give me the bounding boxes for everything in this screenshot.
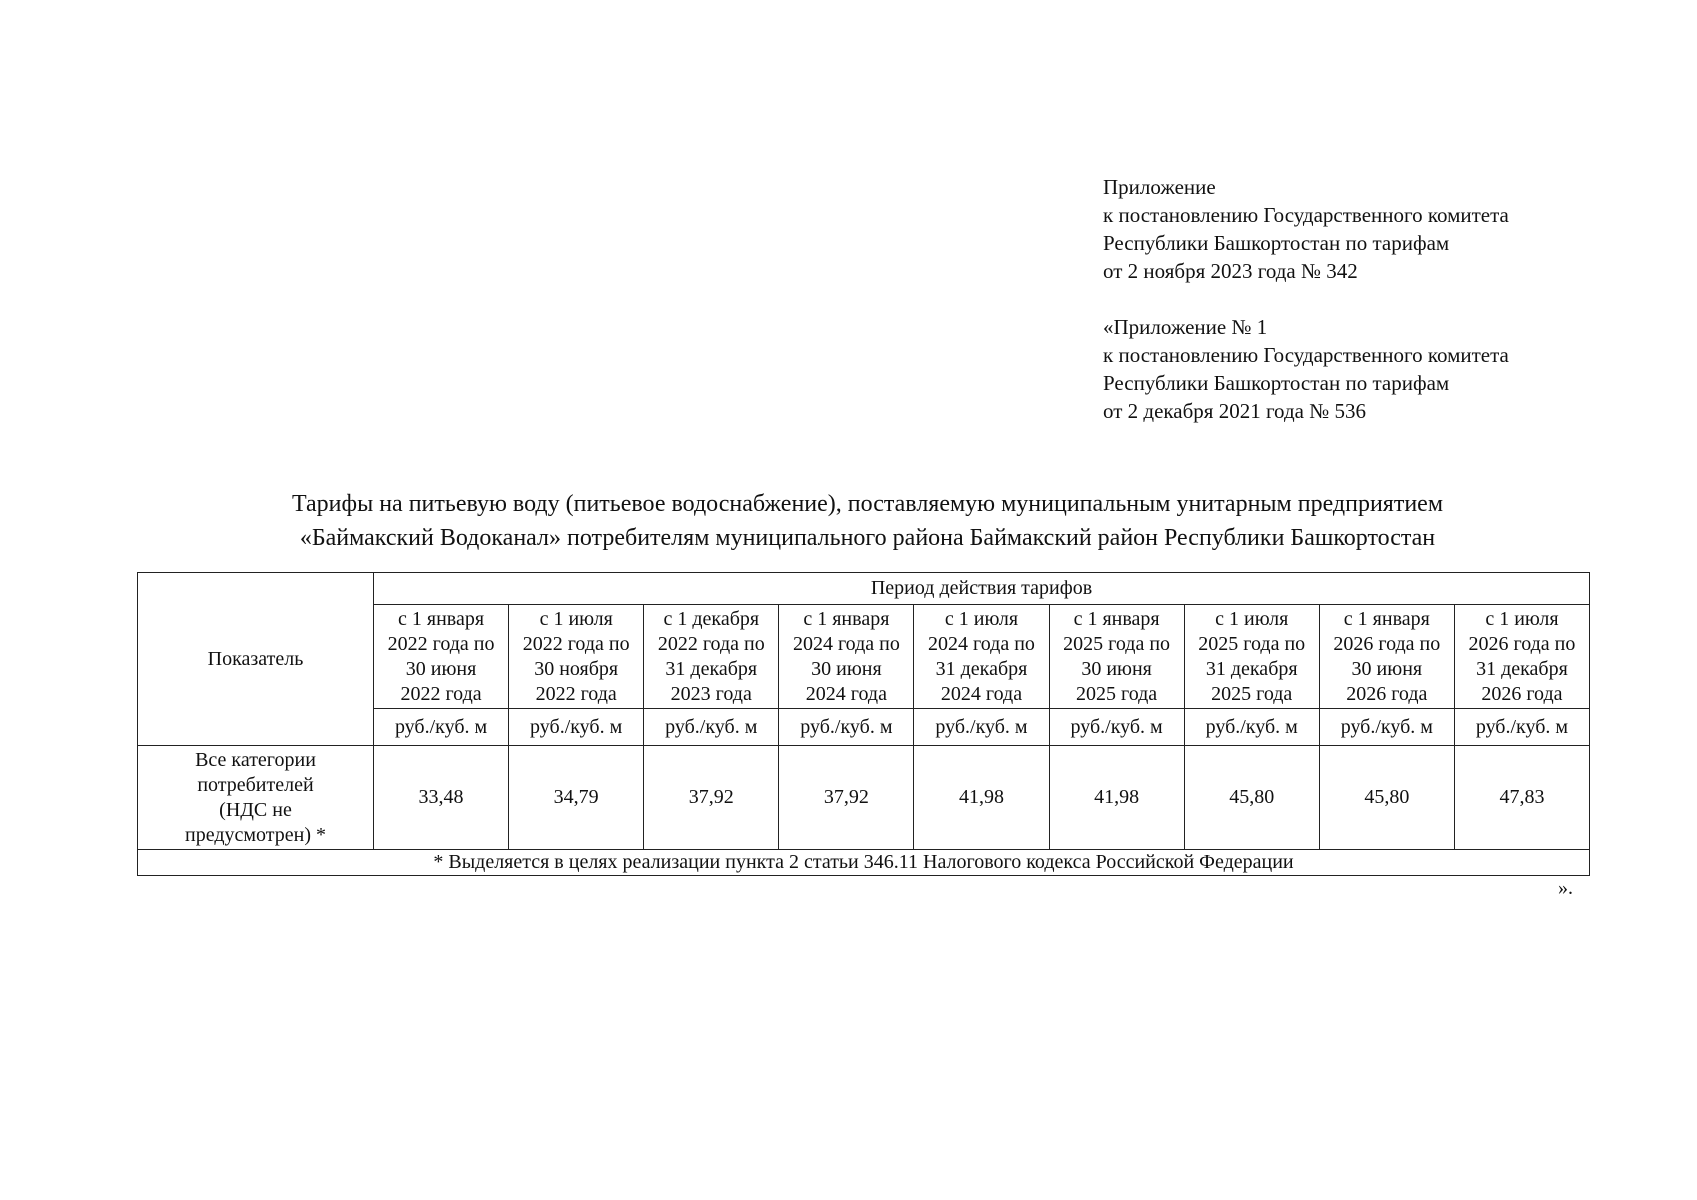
appendix-line: к постановлению Государственного комитета [1103, 203, 1509, 227]
closing-quote: ». [1558, 877, 1573, 899]
period-column-header: с 1 января 2022 года по 30 июня 2022 года [374, 605, 509, 709]
period-column-header: с 1 января 2024 года по 30 июня 2024 года [779, 605, 914, 709]
tariff-value: 47,83 [1454, 746, 1589, 850]
unit-cell: руб./куб. м [644, 709, 779, 746]
tariff-value: 37,92 [644, 746, 779, 850]
title-line-1: Тарифы на питьевую воду (питьевое водоснабжение), поставляемую муниципальным унитарным предприятием [291, 491, 1444, 517]
period-header: Период действия тарифов [374, 573, 1590, 605]
unit-cell: руб./куб. м [779, 709, 914, 746]
period-column-header: с 1 января 2025 года по 30 июня 2025 года [1049, 605, 1184, 709]
tariff-value: 33,48 [374, 746, 509, 850]
header-row [138, 573, 1590, 605]
period-column-header: с 1 июля 2024 года по 31 декабря 2024 года [914, 605, 1049, 709]
tariff-table [137, 572, 1590, 876]
quoted-appendix-line: «Приложение № 1 [1103, 315, 1268, 339]
unit-cell: руб./куб. м [1454, 709, 1589, 746]
unit-cell: руб./куб. м [1319, 709, 1454, 746]
quoted-appendix-line: Республики Башкортостан по тарифам [1103, 371, 1450, 395]
period-column-header: с 1 января 2026 года по 30 июня 2026 года [1319, 605, 1454, 709]
appendix-gap [1103, 285, 1509, 313]
title-line-2: «Баймакский Водоканал» потребителям муниципального района Баймакский район Республики Башкортостан [299, 525, 1436, 551]
period-column-header: с 1 июля 2022 года по 30 ноября 2022 года [509, 605, 644, 709]
period-column-header: с 1 июля 2026 года по 31 декабря 2026 года [1454, 605, 1589, 709]
document-title [0, 487, 1697, 555]
period-column-header: с 1 июля 2025 года по 31 декабря 2025 года [1184, 605, 1319, 709]
unit-cell: руб./куб. м [1049, 709, 1184, 746]
footnote: * Выделяется в целях реализации пункта 2 статьи 346.11 Налогового кодекса Российской Федерации [138, 850, 1590, 876]
unit-cell: руб./куб. м [374, 709, 509, 746]
appendix-header [1103, 173, 1509, 425]
footnote-row [138, 850, 1590, 876]
appendix-line: Республики Башкортостан по тарифам [1103, 231, 1450, 255]
quoted-appendix-line: к постановлению Государственного комитета [1103, 343, 1509, 367]
table-row [138, 746, 1590, 850]
tariff-value: 45,80 [1319, 746, 1454, 850]
tariff-value: 37,92 [779, 746, 914, 850]
indicator-header: Показатель [138, 573, 374, 746]
unit-cell: руб./куб. м [509, 709, 644, 746]
unit-cell: руб./куб. м [914, 709, 1049, 746]
period-column-header: с 1 декабря 2022 года по 31 декабря 2023 года [644, 605, 779, 709]
appendix-line: от 2 ноября 2023 года № 342 [1103, 259, 1358, 283]
quoted-appendix-line: от 2 декабря 2021 года № 536 [1103, 399, 1366, 423]
tariff-value: 41,98 [1049, 746, 1184, 850]
tariff-value: 41,98 [914, 746, 1049, 850]
unit-cell: руб./куб. м [1184, 709, 1319, 746]
appendix-line: Приложение [1103, 175, 1216, 199]
row-label: Все категории потребителей (НДС не предусмотрен) * [138, 746, 374, 850]
tariff-value: 45,80 [1184, 746, 1319, 850]
tariff-value: 34,79 [509, 746, 644, 850]
